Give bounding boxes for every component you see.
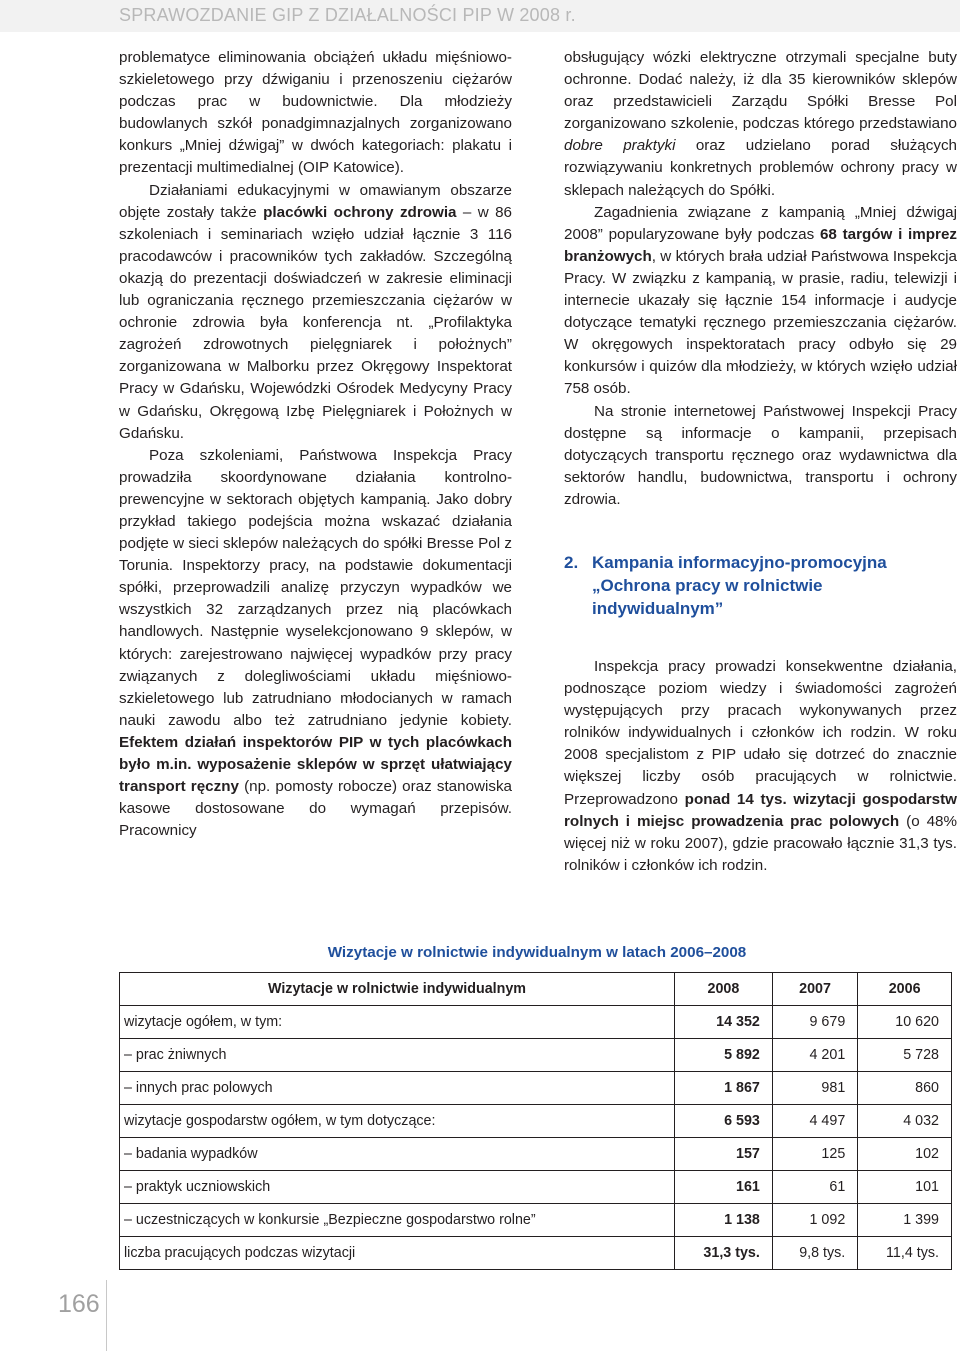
text-run: Poza szkoleniami, Państwowa Inspekcja Pracy prowadziła skoordynowane działania kontrolno-prewencyjne w sektorach objętych kampanią. Jako dobry przykład takiego podejścia można wskazać działania podjęte w sieci sklepów należących do spółki Bresse Pol z Torunia. Inspektorzy pracy, na podstawie dokumentacji spółki, przeprowadzili analizę przyczyn wypadków we wszystkich 32 zarządzanych przez nią placówkach handlowych. Następnie wyselekcjonowano 9 sklepów, w których: zarejestrowano najwięcej wypadków przy pracy związanych z dolegliwościami układu mięśniowo-szkieletowego lub zatrudniano młodocianych w ramach nauki zawodu albo też zatrudniano jedynie kobiety. bbox=[119, 446, 512, 729]
page-number-divider bbox=[106, 1280, 107, 1351]
row-label: wizytacje ogółem, w tym: bbox=[120, 1006, 675, 1039]
cell-2006: 1 399 bbox=[858, 1204, 952, 1237]
table-row bbox=[120, 1171, 952, 1204]
cell-2008: 157 bbox=[675, 1138, 773, 1171]
right-paragraph-3: Na stronie internetowej Państwowej Inspekcji Pracy dostępne są informacje o kampanii, przepisach dotyczących transportu ręcznego oraz wydawnictwa dla sektorów handlu, budownictwa, transportu i ochrony zdrowia. bbox=[564, 402, 957, 508]
bold-phrase: ponad 14 tys. wizytacji gospodarstw rolnych i miejsc prowadzenia prac polowych bbox=[564, 790, 958, 830]
cell-2008: 31,3 tys. bbox=[675, 1237, 773, 1270]
table-row bbox=[120, 1105, 952, 1138]
row-label: wizytacje gospodarstw ogółem, w tym dotyczące: bbox=[120, 1105, 675, 1138]
table-row bbox=[120, 1204, 952, 1237]
right-paragraph-4 bbox=[564, 656, 957, 877]
cell-2006: 860 bbox=[858, 1072, 952, 1105]
cell-2006: 4 032 bbox=[858, 1105, 952, 1138]
cell-2007: 9,8 tys. bbox=[772, 1237, 857, 1270]
cell-2008: 1 867 bbox=[675, 1072, 773, 1105]
left-column bbox=[119, 47, 512, 842]
text-run: – w 86 szkoleniach i seminariach wzięło udział łącznie 3 116 pracodawców i pracowników tych zakładów. Szczególną okazją do prezentacji doświadczeń w zakresie eliminacji lub ograniczania ręcznego przemieszczania ciężarów w ochronie zdrowia była konferencja nt. „Profilaktyka zagrożeń zdrowotnych pielęgniarek i położnych” zorganizowana w Malborku przez Okręgowy Inspektorat Pracy w Gdańsku, Wojewódzki Ośrodek Medycyny Pracy w Gdańsku, Okręgową Izbę Pielęgniarek i Położnych w Gdańsku. bbox=[119, 203, 512, 442]
row-label: – badania wypadków bbox=[120, 1138, 675, 1171]
cell-2008: 1 138 bbox=[675, 1204, 773, 1237]
cell-2007: 125 bbox=[772, 1138, 857, 1171]
cell-2008: 5 892 bbox=[675, 1039, 773, 1072]
text-run: (o 48% więcej niż w roku 2007), gdzie pracowało łącznie 31,3 tys. rolników i członków ich rodzin. bbox=[564, 812, 957, 874]
cell-2008: 6 593 bbox=[675, 1105, 773, 1138]
table-title: Wizytacje w rolnictwie indywidualnym w latach 2006–2008 bbox=[327, 944, 747, 961]
bold-phrase: 68 targów i imprez branżowych bbox=[564, 225, 957, 265]
table-row bbox=[120, 1039, 952, 1072]
running-header-title: SPRAWOZDANIE GIP Z DZIAŁALNOŚCI PIP W 2008 r. bbox=[119, 5, 576, 25]
right-paragraph-2 bbox=[564, 202, 957, 401]
section-number: 2. bbox=[564, 552, 579, 572]
cell-2007: 61 bbox=[772, 1171, 857, 1204]
running-header bbox=[0, 0, 960, 32]
cell-2007: 4 497 bbox=[772, 1105, 857, 1138]
table-header-row bbox=[120, 973, 952, 1006]
text-run: Inspekcja pracy prowadzi konsekwentne działania, podnoszące poziom wiedzy i świadomości zagrożeń występujących przy pracach wykonywanych przez rolników indywidualnych i członków ich rodzin. W roku 2008 specjalistom z PIP udało się dotrzeć do znacznie większej liczby osób pracujących w rolnictwie. Przeprowadzono bbox=[564, 657, 957, 808]
table-row bbox=[120, 1072, 952, 1105]
cell-2006: 10 620 bbox=[858, 1006, 952, 1039]
table-row bbox=[120, 1138, 952, 1171]
column-header: 2007 bbox=[772, 973, 857, 1006]
column-header: Wizytacje w rolnictwie indywidualnym bbox=[120, 973, 675, 1006]
right-paragraph-1 bbox=[564, 47, 957, 202]
table-row bbox=[120, 1006, 952, 1039]
right-column bbox=[564, 47, 957, 877]
text-run: (np. pomosty robocze) oraz stanowiska kasowe dostosowane do wymagań przepisów. Pracownicy bbox=[119, 778, 512, 840]
italic-phrase: dobre praktyki bbox=[564, 137, 676, 155]
cell-2008: 14 352 bbox=[675, 1006, 773, 1039]
text-run: obsługujący wózki elektryczne otrzymali specjalne buty ochronne. Dodać należy, iż dla 35 kierowników sklepów oraz przedstawicieli Zarządu Spółki Bresse Pol zorganizowano szkolenie, podczas którego przedstawiano bbox=[564, 49, 957, 133]
page-number: 166 bbox=[58, 1290, 100, 1318]
row-label: – innych prac polowych bbox=[120, 1072, 675, 1105]
text-run: Zagadnienia związane z kampanią „Mniej dźwigaj 2008” popularyzowane były podczas bbox=[564, 203, 957, 243]
cell-2006: 11,4 tys. bbox=[858, 1237, 952, 1270]
cell-2007: 981 bbox=[772, 1072, 857, 1105]
cell-2008: 161 bbox=[675, 1171, 773, 1204]
text-run: oraz udzielano porad służących rozwiązywaniu konkretnych problemów ochrony pracy w sklepach należących do Spółki. bbox=[564, 137, 957, 199]
row-label: – praktyk uczniowskich bbox=[120, 1171, 675, 1204]
inspections-table bbox=[119, 972, 952, 1270]
cell-2006: 5 728 bbox=[858, 1039, 952, 1072]
cell-2006: 101 bbox=[858, 1171, 952, 1204]
cell-2007: 9 679 bbox=[772, 1006, 857, 1039]
row-label: – uczestniczących w konkursie „Bezpieczne gospodarstwo rolne” bbox=[120, 1204, 675, 1237]
row-label: – prac żniwnych bbox=[120, 1039, 675, 1072]
text-run: Działaniami edukacyjnymi w omawianym obszarze objęte zostały także bbox=[119, 181, 512, 221]
column-header: 2008 bbox=[675, 973, 773, 1006]
bold-phrase: placówki ochrony zdrowia bbox=[263, 203, 457, 221]
left-paragraph-1: problematyce eliminowania obciążeń układu mięśniowo-szkieletowego przy dźwiganiu i przenoszeniu ciężarów podczas prac w budownictwie. Dla młodzieży budowlanych szkół ponadgimnazjalnych zorganizowano konkurs „Mniej dźwigaj” w dwóch kategoriach: plakatu i prezentacji multimedialnej (OIP Katowice). bbox=[119, 49, 512, 177]
column-header: 2006 bbox=[858, 973, 952, 1006]
row-label: liczba pracujących podczas wizytacji bbox=[120, 1237, 675, 1270]
cell-2006: 102 bbox=[858, 1138, 952, 1171]
section-heading bbox=[564, 551, 957, 620]
cell-2007: 4 201 bbox=[772, 1039, 857, 1072]
text-run: , w których brała udział Państwowa Inspekcja Pracy. W związku z kampanią, w prasie, radiu, telewizji i internecie ukazały się łącznie 154 informacje i audycje dotyczące tematyki ręcznego przemieszczania ciężarów. W okręgowych inspektoratach pracy odbyło się 29 konkursów i quizów dla młodzieży, w których wzięło udział 758 osób. bbox=[564, 247, 957, 398]
cell-2007: 1 092 bbox=[772, 1204, 857, 1237]
left-paragraph-3 bbox=[119, 445, 512, 843]
table-row bbox=[120, 1237, 952, 1270]
left-paragraph-2 bbox=[119, 180, 512, 445]
bold-phrase: Efektem działań inspektorów PIP w tych placówkach było m.in. wyposażenie sklepów w sprzęt ułatwiający transport ręczny bbox=[119, 733, 512, 796]
section-title: Kampania informacyjno-promocyjna „Ochrona pracy w rolnictwie indywidualnym” bbox=[592, 552, 887, 618]
